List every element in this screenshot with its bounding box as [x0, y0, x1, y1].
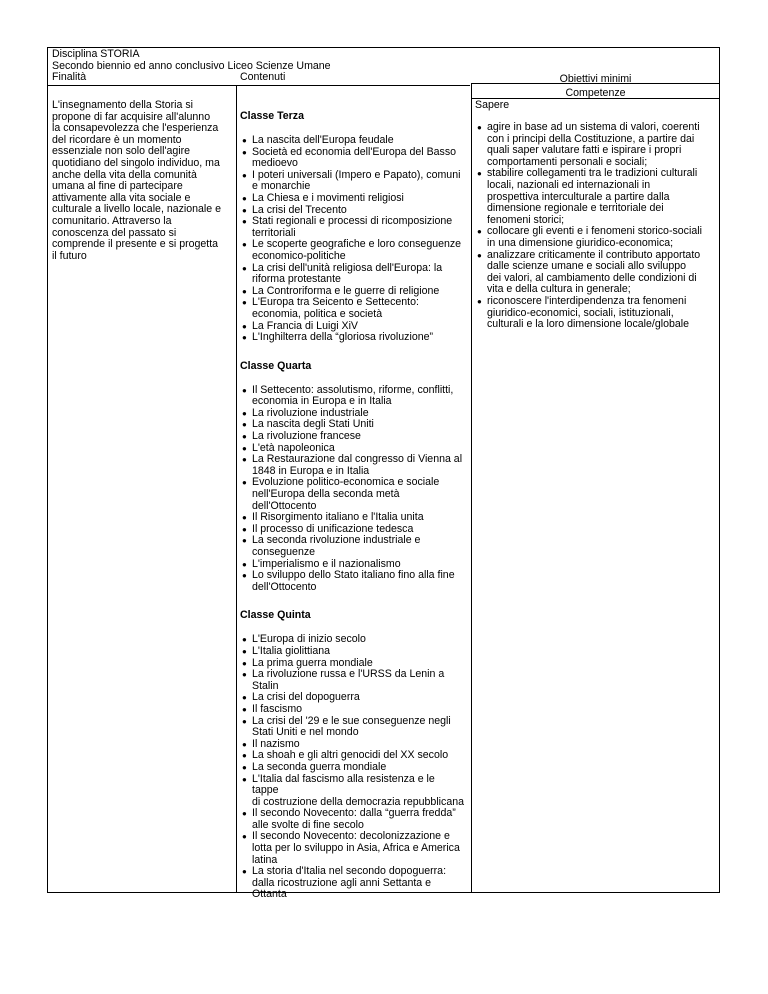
competenza-item-line: giuridico-economici, sociali, istituzionali,	[487, 306, 674, 319]
classe-quarta-title: Classe Quarta	[240, 359, 312, 372]
quarta-item-line: L'età napoleonica	[252, 441, 335, 454]
finalita-text	[52, 100, 238, 262]
bullet-icon: ●	[242, 762, 247, 772]
terza-item-line: Stati regionali e processi di ricomposizione	[252, 215, 453, 228]
bullet-icon: ●	[242, 385, 247, 395]
competenza-item-line: dimensione regionale e territoriale dei	[487, 202, 664, 215]
terza-item	[240, 170, 464, 193]
classe-terza-list	[240, 135, 464, 344]
bullet-icon: ●	[242, 704, 247, 714]
quarta-item	[240, 431, 464, 443]
quarta-item-line: La nascita degli Stati Uniti	[252, 418, 374, 431]
quinta-item-line: Stati Uniti e nel mondo	[252, 726, 359, 739]
divider-obiettivi-top	[471, 83, 719, 84]
bullet-icon: ●	[242, 559, 247, 569]
quinta-item-line: L'Italia dal fascismo alla resistenza e le tappe	[252, 772, 435, 797]
quinta-item	[240, 704, 464, 716]
bullet-icon: ●	[242, 147, 247, 157]
quinta-item-line: latina	[252, 853, 278, 866]
quarta-item-line: conseguenze	[252, 546, 316, 558]
terza-item	[240, 297, 464, 320]
competenza-item-line: agire in base ad un sistema di valori, coerenti	[487, 121, 700, 133]
quarta-item-line: La rivoluzione francese	[252, 430, 361, 443]
finalita-line: anche della vita della comunità	[52, 168, 197, 181]
competenza-item-line: culturali e la loro dimensione locale/globale	[487, 318, 689, 331]
quinta-item	[240, 866, 464, 901]
terza-item	[240, 193, 464, 205]
competenze-list	[475, 122, 711, 331]
terza-item-line: La nascita dell'Europa feudale	[252, 134, 394, 146]
document-table	[47, 47, 720, 901]
quinta-item-line: L'Italia giolittiana	[252, 644, 330, 657]
quarta-item-line: dell'Ottocento	[252, 499, 317, 512]
bullet-icon: ●	[242, 443, 247, 453]
header-obiettivi: Obiettivi minimi	[559, 73, 632, 85]
terza-item	[240, 216, 464, 239]
competenza-item	[475, 122, 711, 168]
bullet-icon: ●	[242, 478, 247, 488]
contenuti-column	[240, 111, 464, 901]
terza-item-line: L'Europa tra Seicento e Settecento:	[252, 296, 419, 309]
terza-item	[240, 332, 464, 344]
competenza-item	[475, 168, 711, 226]
quarta-item-line: economia in Europa e in Italia	[252, 395, 392, 408]
competenza-item-line: analizzare criticamente il contributo apportato	[487, 248, 701, 261]
quarta-item-line: La rivoluzione industriale	[252, 406, 369, 419]
bullet-icon: ●	[477, 296, 482, 306]
terza-item	[240, 135, 464, 147]
classe-quinta-title: Classe Quinta	[240, 609, 311, 622]
quinta-item	[240, 831, 464, 866]
bullet-icon: ●	[242, 217, 247, 227]
header-competenze: Competenze	[565, 87, 626, 99]
quarta-item-line: Il Settecento: assolutismo, riforme, conflitti,	[252, 383, 454, 396]
quinta-item-line: Stalin	[252, 679, 279, 692]
discipline-title: Disciplina STORIA	[52, 48, 140, 60]
quarta-item-line: Il processo di unificazione tedesca	[252, 522, 414, 535]
competenza-item-line: collocare gli eventi e i fenomeni storico-sociali	[487, 225, 702, 238]
finalita-line: propone di far acquisire all'alunno	[52, 110, 211, 123]
quinta-item	[240, 762, 464, 774]
classe-quinta-list	[240, 634, 464, 901]
quarta-item	[240, 454, 464, 477]
quinta-item-line: La storia d'Italia nel secondo dopoguerra:	[252, 865, 447, 878]
quinta-item-line: La crisi del '29 e le sue conseguenze negli	[252, 714, 451, 727]
quinta-item	[240, 808, 464, 831]
terza-item-line: e monarchie	[252, 180, 311, 193]
terza-item-line: territoriali	[252, 226, 296, 239]
competenza-item-line: dei valori, al cambiamento delle condizioni di	[487, 271, 697, 284]
quarta-item-line: 1848 in Europa e in Italia	[252, 464, 370, 477]
quarta-item	[240, 477, 464, 512]
bullet-icon: ●	[242, 524, 247, 534]
divider-header-left	[48, 85, 470, 86]
competenza-item-line: quali saper valutare fatti e ispirare i propri	[487, 144, 682, 157]
quinta-item-line: La rivoluzione russa e l'URSS da Lenin a	[252, 668, 445, 681]
quinta-item-line: La crisi del dopoguerra	[252, 691, 360, 704]
terza-item-line: Le scoperte geografiche e loro conseguenze	[252, 238, 462, 251]
classe-quarta-list	[240, 385, 464, 594]
quinta-item-line: lotta per lo sviluppo in Asia, Africa e America	[252, 842, 460, 855]
terza-item	[240, 263, 464, 286]
terza-item-line: medioevo	[252, 157, 298, 170]
finalita-line: essenziale non solo dell'agire	[52, 145, 191, 158]
bullet-icon: ●	[477, 250, 482, 260]
bullet-icon: ●	[242, 455, 247, 465]
quarta-item-line: L'imperialismo e il nazionalismo	[252, 557, 401, 570]
terza-item-line: La Controriforma e le guerre di religione	[252, 284, 440, 297]
bullet-icon: ●	[242, 298, 247, 308]
quinta-item-line: Ottanta	[252, 888, 287, 901]
finalita-line: conoscenza del passato si	[52, 226, 177, 239]
bullet-icon: ●	[242, 536, 247, 546]
bullet-icon: ●	[242, 205, 247, 215]
competenza-item-line: locali, nazionali ed internazionali in	[487, 178, 651, 191]
bullet-icon: ●	[242, 774, 247, 784]
quarta-item-line: Il Risorgimento italiano e l'Italia unita	[252, 511, 424, 524]
finalita-line: umana al fine di partecipare	[52, 180, 183, 193]
competenza-item-line: comportamenti personali e sociali;	[487, 155, 648, 168]
bullet-icon: ●	[242, 263, 247, 273]
classe-terza-title: Classe Terza	[240, 110, 304, 122]
quinta-item-line: Il secondo Novecento: dalla “guerra fredda”	[252, 807, 456, 820]
competenza-item-line: stabilire collegamenti tra le tradizioni culturali	[487, 167, 698, 180]
terza-item-line: Società ed economia dell'Europa del Basso	[252, 145, 457, 158]
bullet-icon: ●	[242, 240, 247, 250]
quarta-item-line: Lo sviluppo dello Stato italiano fino alla fine	[252, 569, 455, 582]
competenza-item-line: con i principi della Costituzione, a partire dai	[487, 132, 695, 145]
quinta-item-line: L'Europa di inizio secolo	[252, 633, 366, 646]
finalita-line: quotidiano del singolo individuo, ma	[52, 156, 220, 169]
sapere-label: Sapere	[475, 99, 510, 111]
quarta-item	[240, 535, 464, 558]
bullet-icon: ●	[242, 513, 247, 523]
finalita-line: del ricordare è un momento	[52, 133, 182, 146]
bullet-icon: ●	[242, 193, 247, 203]
header-finalita: Finalità	[52, 71, 87, 83]
quinta-item-line: di costruzione della democrazia repubblicana	[252, 795, 464, 808]
competenza-item-line: dalle scienze umane e sociali allo sviluppo	[487, 260, 687, 273]
bullet-icon: ●	[242, 739, 247, 749]
bullet-icon: ●	[242, 571, 247, 581]
quarta-item	[240, 570, 464, 593]
bullet-icon: ●	[242, 693, 247, 703]
finalita-line: comunitario. Attraverso la	[52, 214, 172, 227]
quinta-item-line: alle svolte di fine secolo	[252, 818, 364, 831]
bullet-icon: ●	[242, 333, 247, 343]
terza-item-line: La Francia di Luigi XiV	[252, 319, 358, 332]
finalita-line: comprende il presente e si progetta	[52, 238, 219, 251]
bullet-icon: ●	[242, 170, 247, 180]
quarta-item-line: La seconda rivoluzione industriale e	[252, 534, 421, 547]
competenza-item	[475, 226, 711, 249]
quinta-item-line: Il secondo Novecento: decolonizzazione e	[252, 830, 450, 843]
bullet-icon: ●	[242, 832, 247, 842]
bullet-icon: ●	[242, 635, 247, 645]
bullet-icon: ●	[242, 716, 247, 726]
bullet-icon: ●	[242, 420, 247, 430]
course-title: Secondo biennio ed anno conclusivo Liceo Scienze Umane	[52, 60, 331, 72]
bullet-icon: ●	[477, 169, 482, 179]
competenza-item-line: fenomeni storici;	[487, 213, 565, 226]
quinta-item-line: dalla ricostruzione agli anni Settanta e	[252, 876, 432, 889]
bullet-icon: ●	[242, 136, 247, 145]
quarta-item-line: nell'Europa della seconda metà	[252, 488, 400, 501]
quinta-item-line: La prima guerra mondiale	[252, 656, 373, 669]
competenza-item	[475, 250, 711, 296]
competenza-item-line: riconoscere l'interdipendenza tra fenomeni	[487, 294, 687, 307]
finalita-line: la consapevolezza che l'esperienza	[52, 122, 219, 135]
bullet-icon: ●	[242, 867, 247, 877]
terza-item-line: La crisi del Trecento	[252, 203, 347, 216]
quinta-item	[240, 774, 464, 809]
bullet-icon: ●	[242, 408, 247, 418]
header-contenuti: Contenuti	[240, 71, 286, 83]
finalita-line: culturale a livello locale, nazionale e	[52, 203, 222, 216]
quinta-item	[240, 716, 464, 739]
bullet-icon: ●	[242, 321, 247, 331]
finalita-line: attivamente alla vita sociale e	[52, 191, 191, 204]
bullet-icon: ●	[242, 751, 247, 761]
bullet-icon: ●	[242, 646, 247, 656]
quinta-item	[240, 669, 464, 692]
competenze-column	[475, 122, 711, 331]
terza-item-line: La Chiesa e i movimenti religiosi	[252, 191, 404, 204]
terza-item	[240, 147, 464, 170]
bullet-icon: ●	[242, 432, 247, 442]
divider-col2	[471, 83, 472, 892]
terza-item-line: economia, politica e società	[252, 307, 383, 320]
terza-item-line: L'Inghilterra della “gloriosa rivoluzione”	[252, 331, 434, 344]
terza-item-line: I poteri universali (Impero e Papato), comuni	[252, 168, 461, 181]
competenza-item	[475, 296, 711, 331]
bullet-icon: ●	[242, 670, 247, 680]
bullet-icon: ●	[242, 286, 247, 296]
terza-item-line: economico-politiche	[252, 249, 346, 262]
quarta-item-line: La Restaurazione dal congresso di Vienna al	[252, 453, 463, 466]
quarta-item	[240, 385, 464, 408]
quarta-item-line: dell'Ottocento	[252, 580, 317, 593]
quinta-item-line: Il fascismo	[252, 702, 303, 715]
quinta-item-line: Il nazismo	[252, 737, 300, 750]
terza-item-line: La crisi dell'unità religiosa dell'Europa: la	[252, 261, 443, 274]
quinta-item-line: La shoah e gli altri genocidi del XX secolo	[252, 749, 449, 762]
finalita-line: L'insegnamento della Storia si	[52, 99, 194, 111]
competenza-item-line: in una dimensione giuridico-economica;	[487, 236, 674, 249]
bullet-icon: ●	[477, 123, 482, 132]
terza-item-line: riforma protestante	[252, 273, 341, 286]
competenza-item-line: prospettiva interculturale a partire dalla	[487, 190, 670, 203]
bullet-icon: ●	[477, 227, 482, 237]
quinta-item	[240, 646, 464, 658]
finalita-line: il futuro	[52, 249, 87, 262]
terza-item	[240, 239, 464, 262]
quinta-item-line: La seconda guerra mondiale	[252, 760, 387, 773]
bullet-icon: ●	[242, 809, 247, 819]
bullet-icon: ●	[242, 658, 247, 668]
competenza-item-line: vita e della cultura in generale;	[487, 283, 631, 296]
quarta-item-line: Evoluzione politico-economica e sociale	[252, 476, 440, 489]
